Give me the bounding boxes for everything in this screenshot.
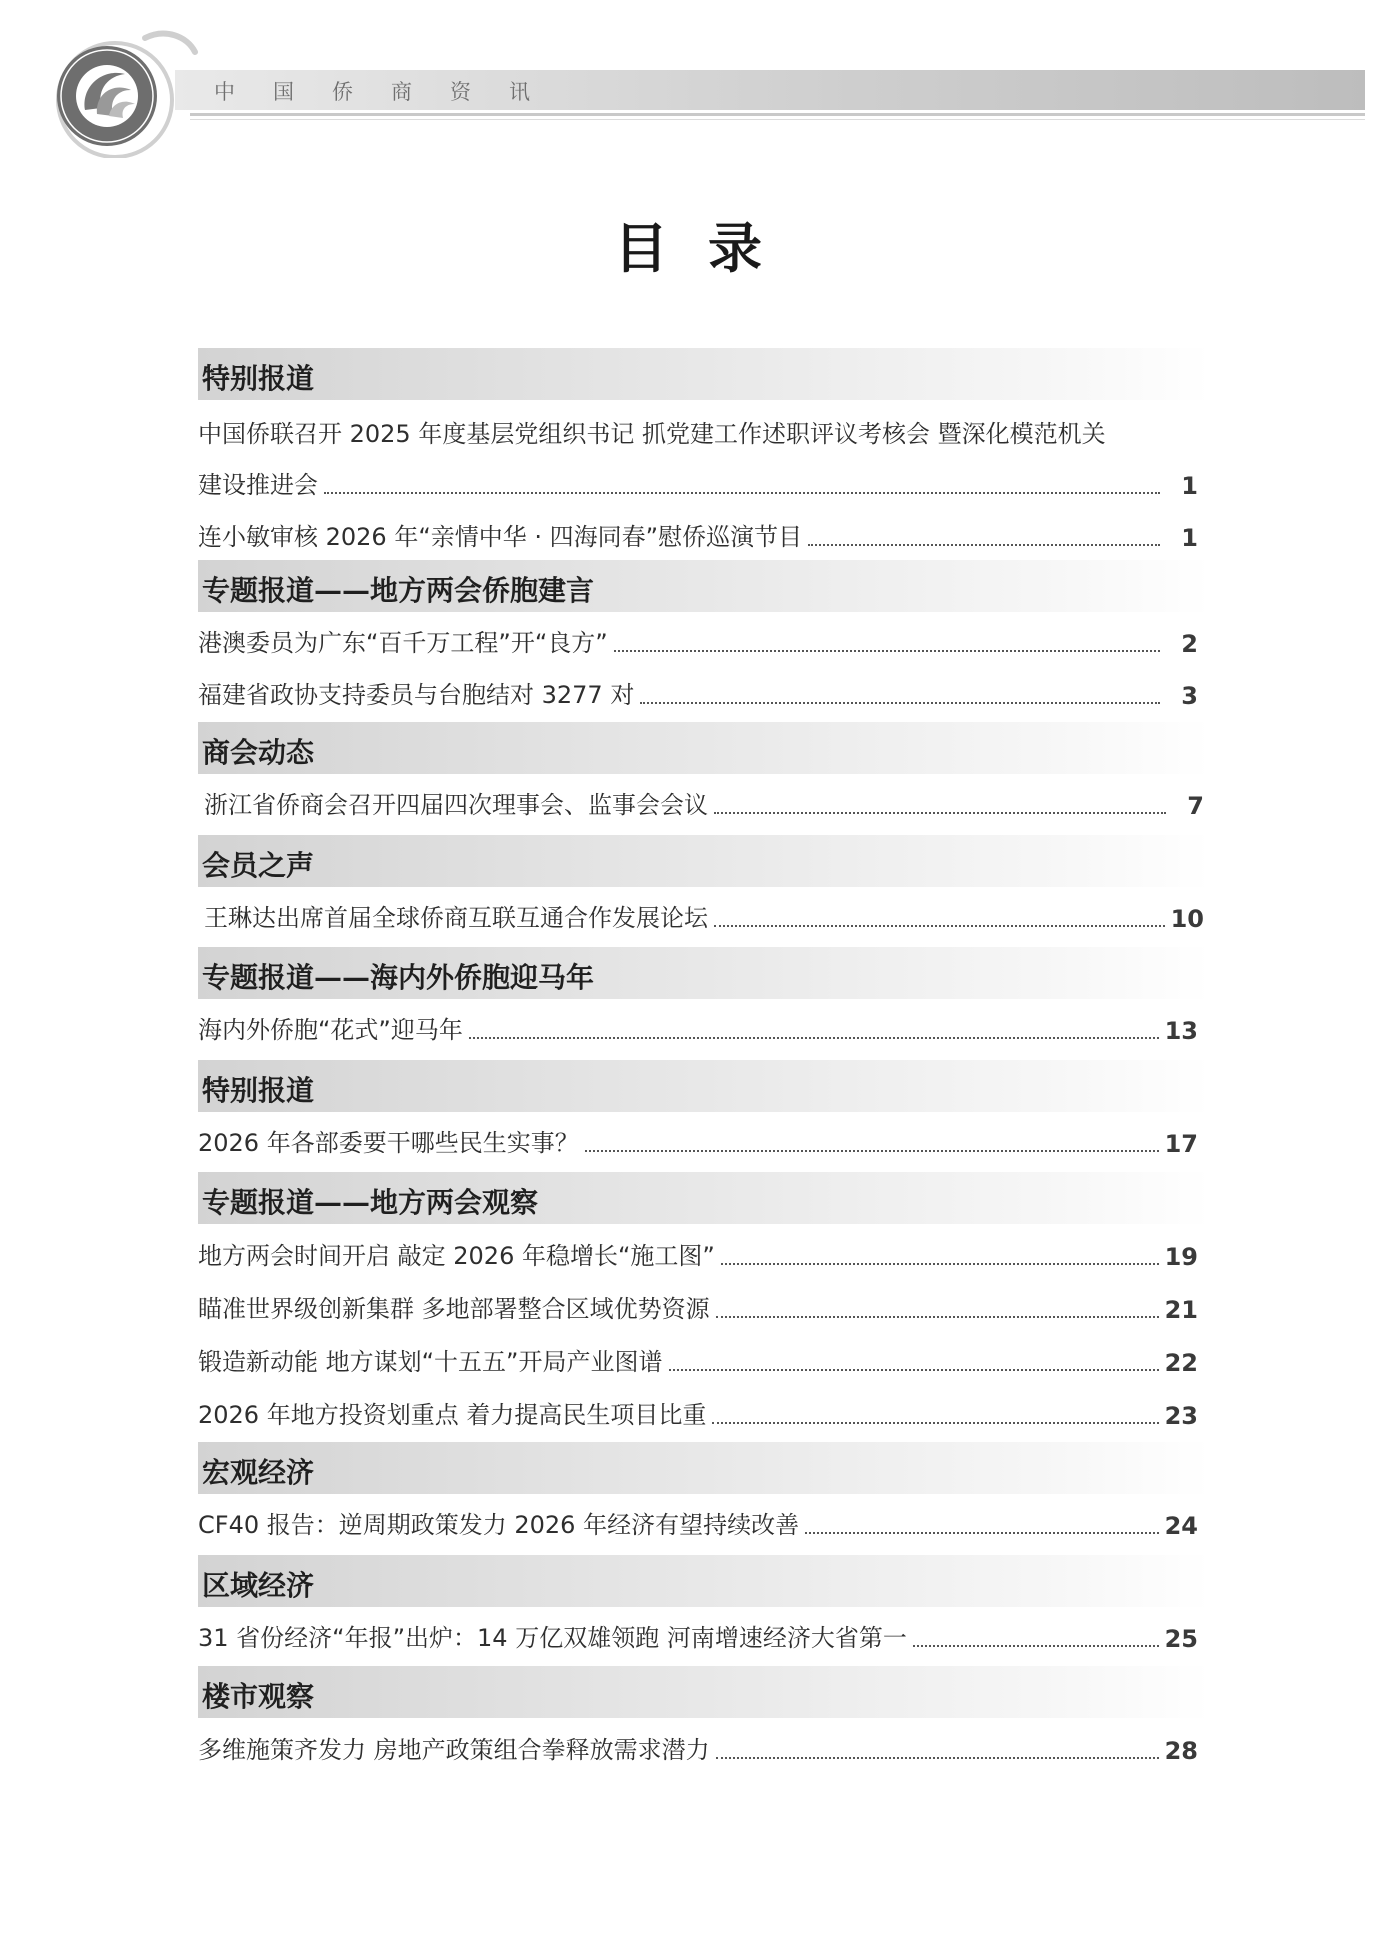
section-label: 特别报道 [202, 362, 315, 395]
section-header [198, 835, 1210, 887]
toc-entry[interactable] [198, 670, 1198, 710]
toc-entry[interactable] [204, 893, 1204, 933]
toc-entry[interactable] [198, 1725, 1198, 1765]
leader-dots [913, 1645, 1159, 1647]
toc-entry-title: 建设推进会 [198, 471, 318, 499]
toc-entry-title: 王琳达出席首届全球侨商互联互通合作发展论坛 [204, 904, 708, 932]
toc-entry[interactable] [198, 1005, 1198, 1045]
toc-entry-page: 1 [1181, 524, 1198, 552]
leader-dots [808, 544, 1160, 546]
section-header [198, 1172, 1210, 1224]
toc-entry-page: 25 [1164, 1625, 1198, 1653]
leader-dots [712, 1422, 1158, 1424]
toc-entry-title: 港澳委员为广东“百千万工程”开“良方” [198, 629, 608, 657]
section-header [198, 348, 1210, 400]
leader-dots [640, 702, 1160, 704]
section-header [198, 947, 1210, 999]
toc-entry[interactable] [198, 1337, 1198, 1377]
section-header [198, 1442, 1210, 1494]
toc-entry-title: 海内外侨胞“花式”迎马年 [198, 1016, 463, 1044]
toc-entry[interactable] [198, 512, 1198, 552]
section-label: 商会动态 [202, 736, 315, 769]
toc-entry-title-line1[interactable]: 中国侨联召开 2025 年度基层党组织书记 抓党建工作述职评议考核会 暨深化模范机关 [198, 420, 1106, 448]
toc-entry[interactable] [198, 618, 1198, 658]
leader-dots [585, 1150, 1159, 1152]
section-label: 楼市观察 [202, 1680, 315, 1713]
toc-entry-title: CF40 报告：逆周期政策发力 2026 年经济有望持续改善 [198, 1511, 800, 1539]
toc-entry-title: 瞄准世界级创新集群 多地部署整合区域优势资源 [198, 1295, 710, 1323]
toc-entry[interactable] [198, 1390, 1198, 1430]
header-title: 中国侨商资讯 [214, 80, 568, 104]
section-header [198, 1060, 1210, 1112]
toc-entry-page: 1 [1181, 472, 1198, 500]
toc-entry[interactable] [198, 460, 1198, 500]
leader-dots [805, 1532, 1159, 1534]
toc-entry-title: 地方两会时间开启 敲定 2026 年稳增长“施工图” [198, 1242, 715, 1270]
toc-entry-page: 3 [1181, 682, 1198, 710]
section-label: 专题报道——地方两会侨胞建言 [202, 574, 595, 607]
section-label: 会员之声 [202, 849, 315, 882]
toc-entry[interactable] [198, 1231, 1198, 1271]
toc-entry-page: 10 [1170, 905, 1204, 933]
toc-entry-page: 17 [1164, 1130, 1198, 1158]
section-label: 区域经济 [202, 1569, 315, 1602]
section-header [198, 1666, 1210, 1718]
leader-dots [714, 812, 1166, 814]
toc-entry-page: 23 [1164, 1402, 1198, 1430]
toc-entry[interactable] [198, 1118, 1198, 1158]
toc-entry[interactable] [198, 1500, 1198, 1540]
leader-dots [716, 1316, 1159, 1318]
section-header [198, 1555, 1210, 1607]
page-title: 目录 [614, 217, 802, 280]
logo-icon [55, 8, 205, 158]
header-rule [190, 113, 1365, 116]
leader-dots [721, 1263, 1159, 1265]
leader-dots [614, 650, 1160, 652]
section-label: 特别报道 [202, 1074, 315, 1107]
section-label: 宏观经济 [202, 1456, 315, 1489]
toc-entry-title: 31 省份经济“年报”出炉：14 万亿双雄领跑 河南增速经济大省第一 [198, 1624, 907, 1652]
toc-entry-title: 锻造新动能 地方谋划“十五五”开局产业图谱 [198, 1348, 663, 1376]
toc-entry-title: 多维施策齐发力 房地产政策组合拳释放需求潜力 [198, 1736, 710, 1764]
toc-entry-title: 浙江省侨商会召开四届四次理事会、监事会会议 [204, 791, 708, 819]
section-label: 专题报道——地方两会观察 [202, 1186, 539, 1219]
toc-entry[interactable] [204, 780, 1204, 820]
leader-dots [716, 1757, 1159, 1759]
leader-dots [324, 492, 1160, 494]
toc-entry-page: 7 [1187, 792, 1204, 820]
toc-entry-page: 22 [1164, 1349, 1198, 1377]
toc-entry-page: 2 [1181, 630, 1198, 658]
toc-entry[interactable] [198, 1613, 1198, 1653]
toc-entry-page: 19 [1164, 1243, 1198, 1271]
toc-entry-title: 福建省政协支持委员与台胞结对 3277 对 [198, 681, 635, 709]
toc-entry-title: 2026 年各部委要干哪些民生实事？ [198, 1129, 579, 1157]
leader-dots [669, 1369, 1159, 1371]
leader-dots [469, 1037, 1159, 1039]
toc-entry-title: 2026 年地方投资划重点 着力提高民生项目比重 [198, 1401, 707, 1429]
section-header [198, 560, 1210, 612]
header-rule-thin [190, 119, 1365, 120]
section-header [198, 722, 1210, 774]
toc-entry[interactable] [198, 1284, 1198, 1324]
section-label: 专题报道——海内外侨胞迎马年 [202, 961, 595, 994]
leader-dots [714, 925, 1165, 927]
toc-entry-title: 连小敏审核 2026 年“亲情中华 · 四海同春”慰侨巡演节目 [198, 523, 803, 551]
toc-entry-page: 21 [1164, 1296, 1198, 1324]
toc-entry-page: 24 [1164, 1512, 1198, 1540]
toc-entry-page: 13 [1164, 1017, 1198, 1045]
toc-entry-page: 28 [1164, 1737, 1198, 1765]
